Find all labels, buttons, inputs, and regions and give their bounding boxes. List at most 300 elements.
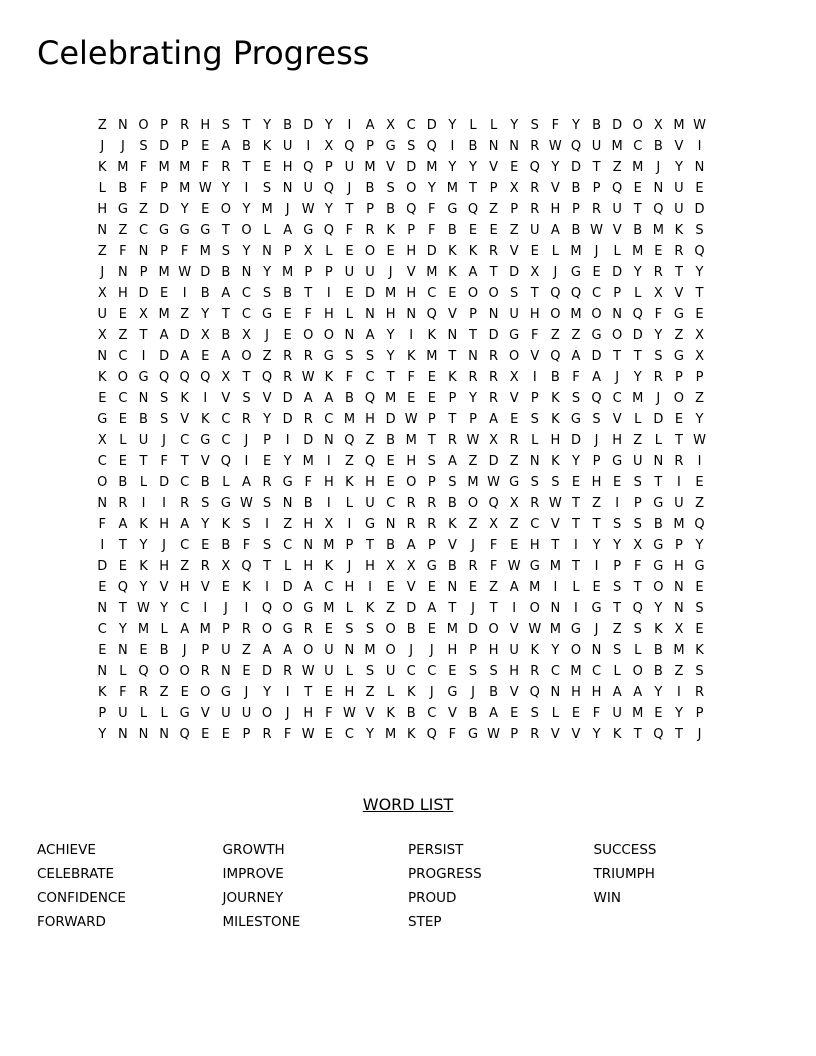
grid-letter: Z: [489, 580, 499, 595]
grid-letter: Q: [179, 370, 190, 385]
grid-letter: E: [510, 706, 519, 721]
grid-letter: F: [531, 328, 539, 343]
grid-letter: T: [118, 538, 127, 553]
grid-letter: I: [244, 601, 249, 616]
grid-letter: Z: [97, 118, 107, 133]
grid-letter: Y: [448, 160, 457, 175]
grid-letter: A: [365, 118, 375, 133]
grid-letter: G: [653, 496, 664, 511]
grid-row: [92, 472, 722, 493]
grid-letter: U: [282, 139, 293, 154]
grid-letter: N: [262, 244, 272, 259]
grid-letter: F: [448, 727, 457, 742]
grid-letter: R: [530, 181, 540, 196]
grid-letter: K: [386, 223, 395, 238]
grid-letter: M: [302, 454, 314, 469]
grid-letter: E: [427, 580, 436, 595]
grid-letter: Y: [613, 538, 622, 553]
grid-letter: N: [159, 727, 169, 742]
grid-letter: E: [592, 265, 601, 280]
grid-letter: E: [448, 286, 457, 301]
grid-letter: B: [592, 118, 601, 133]
grid-letter: N: [97, 496, 108, 511]
grid-letter: U: [530, 223, 540, 238]
grid-letter: T: [345, 202, 354, 217]
grid-letter: K: [242, 580, 251, 595]
grid-letter: Y: [551, 160, 560, 175]
grid-letter: L: [345, 496, 354, 511]
grid-letter: B: [241, 139, 251, 154]
grid-letter: P: [633, 496, 642, 511]
grid-letter: D: [138, 286, 149, 301]
grid-letter: U: [138, 433, 149, 448]
grid-letter: S: [613, 580, 622, 595]
grid-letter: R: [365, 223, 375, 238]
grid-letter: I: [347, 118, 352, 133]
word-list-item: ACHIEVE: [37, 842, 96, 858]
grid-letter: Q: [529, 160, 540, 175]
grid-letter: D: [282, 412, 293, 427]
grid-letter: D: [488, 454, 499, 469]
grid-letter: B: [447, 223, 457, 238]
grid-letter: K: [448, 244, 457, 259]
grid-letter: Z: [262, 349, 272, 364]
grid-letter: U: [509, 307, 519, 322]
grid-row: [92, 724, 722, 745]
word-list-item: PROUD: [408, 890, 457, 906]
grid-letter: M: [632, 391, 644, 406]
grid-letter: J: [285, 202, 290, 217]
grid-letter: D: [591, 349, 602, 364]
grid-letter: K: [98, 685, 107, 700]
grid-letter: J: [471, 601, 475, 616]
grid-letter: V: [571, 727, 581, 742]
grid-letter: N: [118, 727, 128, 742]
word-list-heading: WORD LIST: [362, 795, 454, 814]
grid-letter: E: [201, 727, 210, 742]
grid-letter: O: [550, 307, 561, 322]
grid-letter: J: [594, 622, 599, 637]
grid-letter: R: [674, 454, 684, 469]
grid-letter: Q: [570, 286, 582, 301]
grid-letter: W: [301, 202, 315, 217]
grid-letter: E: [118, 559, 127, 574]
grid-letter: P: [572, 202, 580, 217]
grid-letter: K: [654, 622, 663, 637]
grid-letter: B: [468, 706, 478, 721]
grid-letter: A: [180, 349, 190, 364]
grid-letter: N: [488, 139, 499, 154]
grid-letter: J: [223, 601, 228, 616]
grid-letter: R: [489, 370, 499, 385]
grid-letter: I: [615, 496, 620, 511]
grid-letter: E: [324, 622, 333, 637]
grid-letter: Z: [139, 202, 148, 217]
grid-letter: B: [283, 286, 293, 301]
grid-letter: Q: [467, 202, 479, 217]
grid-letter: P: [324, 160, 333, 175]
grid-letter: J: [553, 265, 558, 280]
grid-letter: K: [98, 370, 107, 385]
grid-letter: S: [221, 244, 230, 259]
grid-letter: I: [409, 328, 414, 343]
grid-letter: V: [530, 349, 540, 364]
grid-letter: N: [653, 181, 664, 196]
grid-letter: I: [326, 496, 331, 511]
grid-letter: Q: [138, 664, 149, 679]
grid-letter: I: [285, 685, 290, 700]
grid-letter: J: [656, 391, 661, 406]
grid-letter: G: [220, 685, 231, 700]
grid-letter: E: [468, 580, 478, 595]
grid-letter: N: [674, 580, 684, 595]
grid-letter: N: [550, 685, 561, 700]
grid-letter: T: [674, 433, 683, 448]
grid-letter: Y: [633, 370, 642, 385]
grid-letter: Q: [117, 580, 128, 595]
grid-letter: Q: [426, 139, 437, 154]
grid-letter: K: [448, 370, 457, 385]
grid-letter: R: [674, 244, 684, 259]
grid-letter: C: [427, 286, 437, 301]
grid-letter: R: [489, 244, 499, 259]
grid-letter: V: [489, 160, 499, 175]
grid-letter: E: [468, 223, 478, 238]
grid-letter: M: [529, 580, 541, 595]
grid-letter: S: [365, 349, 375, 364]
grid-letter: X: [674, 622, 684, 637]
grid-letter: D: [406, 601, 417, 616]
grid-letter: I: [326, 286, 331, 301]
grid-letter: E: [633, 181, 642, 196]
grid-letter: C: [118, 349, 128, 364]
grid-letter: C: [612, 391, 622, 406]
grid-letter: V: [447, 538, 457, 553]
grid-letter: R: [489, 349, 499, 364]
grid-letter: P: [427, 412, 436, 427]
grid-letter: S: [262, 538, 272, 553]
grid-letter: J: [697, 727, 702, 742]
grid-letter: C: [180, 538, 190, 553]
word-list: [37, 841, 779, 931]
grid-letter: R: [241, 622, 251, 637]
grid-letter: R: [530, 202, 540, 217]
grid-letter: W: [240, 496, 253, 511]
grid-letter: Y: [263, 685, 272, 700]
grid-letter: N: [653, 454, 664, 469]
grid-letter: T: [118, 601, 127, 616]
grid-letter: Y: [324, 118, 333, 133]
grid-letter: O: [303, 328, 314, 343]
grid-letter: G: [200, 433, 211, 448]
grid-letter: K: [551, 454, 560, 469]
grid-letter: K: [180, 391, 189, 406]
grid-letter: N: [118, 265, 128, 280]
grid-letter: M: [549, 559, 561, 574]
grid-letter: L: [551, 706, 559, 721]
grid-letter: P: [675, 538, 683, 553]
grid-letter: C: [241, 307, 251, 322]
grid-letter: M: [137, 622, 150, 637]
grid-letter: F: [139, 181, 148, 196]
grid-letter: Y: [654, 328, 663, 343]
grid-letter: D: [159, 139, 170, 154]
grid-letter: Q: [364, 454, 376, 469]
grid-letter: G: [509, 475, 520, 490]
grid-letter: O: [303, 643, 314, 658]
grid-letter: M: [632, 244, 644, 259]
grid-letter: F: [633, 559, 642, 574]
grid-letter: X: [221, 559, 231, 574]
grid-letter: O: [529, 601, 540, 616]
grid-row: [92, 283, 722, 304]
grid-letter: Z: [242, 643, 251, 658]
grid-letter: Y: [242, 244, 251, 259]
grid-letter: U: [632, 454, 643, 469]
grid-letter: Y: [448, 118, 457, 133]
grid-letter: D: [282, 391, 293, 406]
grid-letter: H: [179, 580, 190, 595]
grid-letter: J: [594, 433, 599, 448]
grid-letter: V: [262, 391, 272, 406]
grid-letter: U: [612, 202, 622, 217]
grid-letter: N: [365, 307, 375, 322]
grid-letter: P: [427, 475, 436, 490]
grid-letter: R: [530, 664, 540, 679]
grid-letter: R: [509, 433, 519, 448]
grid-letter: Y: [427, 181, 436, 196]
grid-letter: D: [509, 265, 520, 280]
grid-letter: E: [283, 307, 292, 322]
grid-letter: Y: [592, 538, 601, 553]
grid-letter: M: [158, 160, 170, 175]
grid-letter: B: [653, 664, 663, 679]
grid-letter: U: [674, 496, 684, 511]
grid-letter: Y: [695, 412, 704, 427]
grid-letter: R: [283, 370, 293, 385]
grid-letter: I: [141, 496, 146, 511]
grid-letter: C: [221, 412, 231, 427]
grid-letter: E: [201, 538, 210, 553]
grid-letter: S: [221, 118, 230, 133]
grid-letter: A: [365, 328, 375, 343]
grid-letter: M: [199, 622, 211, 637]
grid-letter: P: [407, 223, 416, 238]
grid-letter: A: [303, 391, 313, 406]
grid-letter: N: [118, 643, 128, 658]
grid-letter: S: [242, 517, 251, 532]
grid-letter: K: [551, 412, 560, 427]
grid-letter: Y: [139, 580, 148, 595]
grid-letter: E: [386, 454, 395, 469]
grid-letter: A: [489, 412, 499, 427]
grid-letter: D: [612, 265, 623, 280]
grid-letter: Y: [118, 622, 127, 637]
grid-letter: H: [365, 412, 375, 427]
grid-letter: T: [448, 412, 457, 427]
grid-letter: V: [221, 391, 231, 406]
grid-letter: I: [532, 370, 537, 385]
word-list-item: JOURNEY: [222, 890, 284, 906]
grid-letter: Q: [344, 139, 355, 154]
grid-letter: A: [633, 685, 643, 700]
grid-letter: C: [427, 664, 437, 679]
word-list-item: CELEBRATE: [37, 866, 115, 882]
grid-letter: Z: [344, 454, 354, 469]
grid-letter: R: [468, 370, 478, 385]
grid-letter: L: [345, 307, 354, 322]
grid-letter: H: [612, 433, 623, 448]
grid-letter: E: [695, 307, 704, 322]
grid-letter: I: [306, 139, 311, 154]
grid-letter: B: [200, 475, 210, 490]
grid-letter: B: [159, 643, 169, 658]
grid-letter: X: [221, 370, 231, 385]
grid-letter: M: [632, 706, 644, 721]
grid-letter: D: [97, 559, 108, 574]
grid-letter: G: [447, 202, 458, 217]
grid-letter: Z: [571, 328, 581, 343]
grid-row: [92, 703, 722, 724]
grid-letter: I: [697, 454, 702, 469]
word-list-item: IMPROVE: [222, 866, 284, 882]
grid-letter: L: [654, 433, 662, 448]
grid-letter: S: [633, 517, 642, 532]
grid-letter: N: [344, 328, 355, 343]
grid-letter: P: [263, 433, 271, 448]
grid-letter: E: [386, 580, 395, 595]
grid-letter: B: [653, 139, 663, 154]
grid-letter: F: [325, 706, 333, 721]
grid-letter: Z: [365, 685, 375, 700]
grid-letter: T: [674, 265, 683, 280]
grid-letter: C: [221, 433, 231, 448]
grid-letter: S: [613, 517, 622, 532]
grid-letter: V: [447, 706, 457, 721]
grid-letter: O: [364, 244, 376, 259]
grid-letter: X: [406, 559, 416, 574]
grid-letter: Y: [469, 391, 477, 406]
grid-letter: L: [160, 706, 168, 721]
grid-letter: M: [549, 622, 561, 637]
grid-letter: Y: [654, 601, 663, 616]
grid-letter: M: [405, 433, 417, 448]
grid-letter: R: [283, 664, 293, 679]
grid-letter: Z: [550, 328, 560, 343]
grid-letter: S: [201, 496, 210, 511]
grid-letter: P: [695, 370, 704, 385]
grid-letter: D: [303, 433, 314, 448]
grid-letter: I: [450, 139, 455, 154]
grid-letter: S: [365, 622, 375, 637]
grid-letter: E: [159, 286, 169, 301]
grid-letter: Z: [509, 223, 519, 238]
grid-letter: I: [368, 580, 372, 595]
grid-letter: C: [118, 391, 128, 406]
grid-letter: F: [428, 223, 436, 238]
grid-letter: L: [263, 223, 271, 238]
grid-letter: U: [324, 643, 334, 658]
grid-letter: Y: [654, 685, 663, 700]
grid-letter: R: [406, 496, 416, 511]
grid-letter: P: [510, 202, 519, 217]
grid-letter: S: [510, 286, 519, 301]
grid-letter: E: [324, 685, 333, 700]
grid-letter: S: [571, 391, 581, 406]
grid-letter: Y: [201, 307, 210, 322]
grid-letter: L: [325, 244, 333, 259]
grid-letter: X: [139, 307, 148, 322]
grid-letter: C: [180, 433, 190, 448]
grid-letter: R: [200, 664, 210, 679]
grid-letter: V: [509, 685, 519, 700]
grid-letter: B: [118, 475, 128, 490]
grid-letter: K: [406, 685, 416, 700]
grid-letter: O: [323, 328, 334, 343]
grid-letter: F: [345, 223, 354, 238]
grid-letter: M: [673, 517, 685, 532]
grid-letter: C: [97, 454, 107, 469]
grid-letter: I: [326, 454, 331, 469]
grid-letter: P: [366, 139, 374, 154]
grid-letter: O: [97, 475, 108, 490]
grid-letter: O: [138, 118, 149, 133]
grid-letter: I: [285, 433, 290, 448]
grid-letter: S: [407, 139, 416, 154]
grid-letter: S: [159, 412, 169, 427]
grid-letter: T: [489, 265, 498, 280]
grid-letter: A: [303, 580, 313, 595]
grid-letter: D: [570, 160, 581, 175]
grid-letter: W: [301, 370, 315, 385]
grid-letter: B: [386, 433, 396, 448]
grid-letter: X: [509, 181, 519, 196]
grid-letter: B: [406, 706, 416, 721]
grid-letter: R: [118, 496, 128, 511]
grid-letter: P: [448, 391, 457, 406]
grid-letter: Z: [633, 433, 643, 448]
grid-letter: R: [180, 118, 190, 133]
grid-letter: G: [282, 622, 293, 637]
grid-letter: A: [221, 286, 231, 301]
grid-letter: L: [139, 706, 148, 721]
grid-letter: I: [100, 538, 105, 553]
grid-letter: G: [653, 538, 664, 553]
grid-letter: P: [510, 727, 519, 742]
grid-letter: T: [304, 685, 313, 700]
grid-letter: I: [574, 538, 578, 553]
grid-letter: E: [448, 664, 457, 679]
grid-letter: G: [364, 517, 376, 532]
grid-letter: M: [323, 538, 335, 553]
grid-letter: T: [489, 601, 498, 616]
grid-letter: Z: [283, 517, 293, 532]
grid-letter: R: [262, 727, 272, 742]
grid-letter: L: [572, 580, 580, 595]
grid-letter: G: [200, 223, 211, 238]
grid-letter: Q: [158, 370, 170, 385]
grid-letter: Z: [674, 664, 684, 679]
grid-letter: G: [673, 307, 684, 322]
grid-letter: G: [385, 139, 396, 154]
grid-letter: W: [198, 181, 212, 196]
grid-letter: V: [406, 265, 416, 280]
grid-letter: R: [489, 391, 499, 406]
grid-letter: N: [550, 601, 561, 616]
grid-row: [92, 304, 722, 325]
grid-letter: W: [528, 622, 542, 637]
grid-letter: B: [571, 223, 581, 238]
